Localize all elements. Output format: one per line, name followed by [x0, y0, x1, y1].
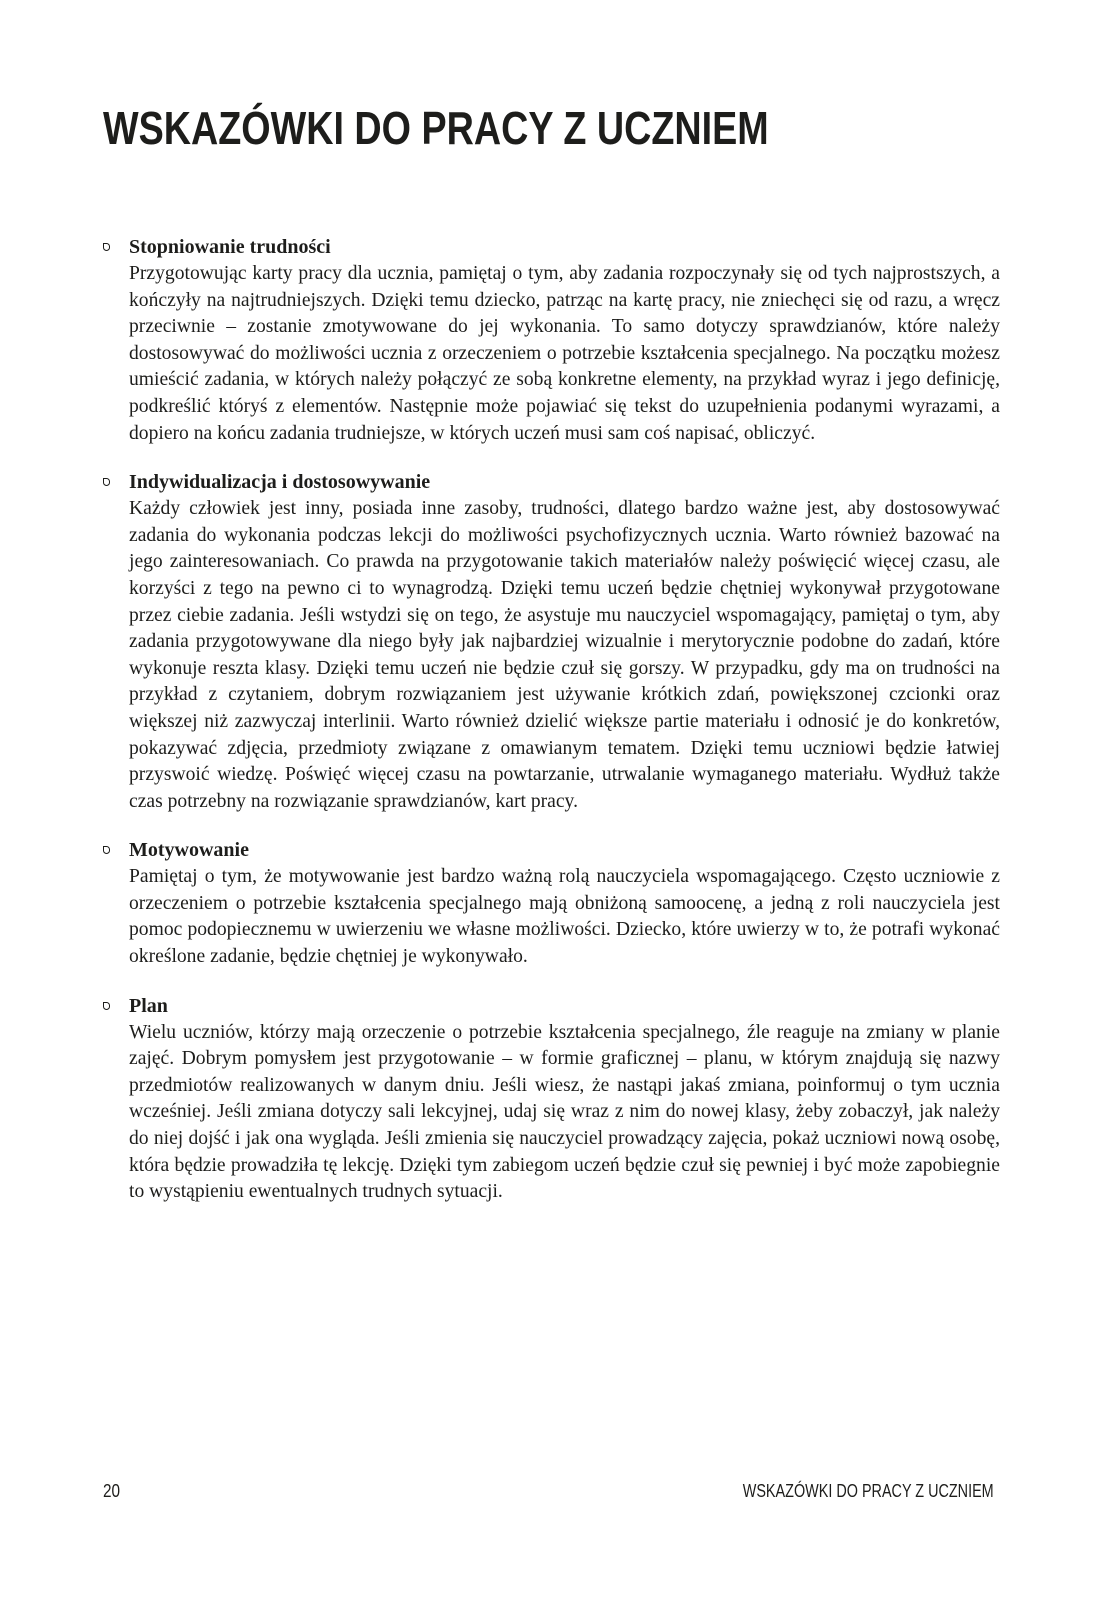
- bullet-icon: [103, 1002, 110, 1010]
- section-motywowanie: [103, 837, 1000, 970]
- section-heading: Motywowanie: [129, 839, 249, 862]
- section-heading: Plan: [129, 994, 168, 1017]
- running-title: WSKAZÓWKI DO PRACY Z UCZNIEM: [743, 1481, 994, 1501]
- section-paragraph: Przygotowując karty pracy dla ucznia, pamiętaj o tym, aby zadania rozpoczynały się od tych najprostszych, a kończyły na najtrudniejszych. Dzięki temu dziecko, patrząc na kartę pracy, nie zniechęci się od razu, a wręcz przeciwnie – zostanie zmotywowane do jej wykonania. To samo dotyczy sprawdzianów, które należy dostosowywać do możliwości ucznia z orzeczeniem o potrzebie kształcenia specjalnego. Na początku możesz umieścić zadania, w których należy połączyć ze sobą konkretne elementy, na przykład wyraz i jego definicję, podkreślić któryś z elementów. Następnie może pojawiać się tekst do uzupełnienia podanymi wyrazami, a dopiero na końcu zadania trudniejsze, w których uczeń musi sam coś napisać, obliczyć.: [129, 263, 1000, 444]
- section-paragraph: Każdy człowiek jest inny, posiada inne zasoby, trudności, dlatego bardzo ważne jest, aby dostosowywać zadania do wykonania podczas lekcji do możliwości psychofizycznych ucznia. Warto również bazować na jego zainteresowaniach. Co prawda na przygotowanie takich materiałów należy poświęcić więcej czasu, ale korzyści z tego na pewno ci to wynagrodzą. Dzięki temu uczeń będzie chętniej wykonywał przygotowane przez ciebie zadania. Jeśli wstydzi się on tego, że asystuje mu nauczyciel wspomagający, pamiętaj o tym, aby zadania przygotowywane dla niego były jak najbardziej wizualnie i merytorycznie podobne do zadań, które wykonuje reszta klasy. Dzięki temu uczeń nie będzie czuł się gorszy. W przypadku, gdy ma on trudności na przykład z czytaniem, dobrym rozwiązaniem jest używanie krótkich zdań, powiększonej czcionki oraz większej niż zazwyczaj interlinii. Warto również dzielić większe partie materiału i odnosić je do konkretów, pokazywać zdjęcia, przedmioty związane z omawianym tematem. Dzięki temu uczniowi będzie łatwiej przyswoić wiedzę. Poświęć więcej czasu na powtarzanie, utrwalanie wymaganego materiału. Wydłuż także czas potrzebny na rozwiązanie sprawdzianów, kart pracy.: [129, 498, 1000, 812]
- section-heading: Indywidualizacja i dostosowywanie: [129, 471, 431, 494]
- page-title: WSKAZÓWKI DO PRACY Z UCZNIEM: [103, 102, 769, 154]
- section-paragraph: Wielu uczniów, którzy mają orzeczenie o potrzebie kształcenia specjalnego, źle reaguje na zmiany w planie zajęć. Dobrym pomysłem jest przygotowanie – w formie graficznej – planu, w którym znajdują się nazwy przedmiotów realizowanych w danym dniu. Jeśli wiesz, że nastąpi jakaś zmiana, poinformuj o tym ucznia wcześniej. Jeśli zmiana dotyczy sali lekcyjnej, udaj się wraz z nim do nowej klasy, żeby zobaczył, jak należy do niej dojść i jak ona wygląda. Jeśli zmienia się nauczyciel prowadzący zajęcia, pokaż uczniowi nową osobę, która będzie prowadziła tę lekcję. Dzięki tym zabiegom uczeń będzie czuł się pewniej i być może zapobiegnie to wystąpieniu ewentualnych trudnych sytuacji.: [129, 1021, 1000, 1203]
- bullet-icon: [103, 846, 110, 854]
- bullet-icon: [103, 478, 110, 486]
- section-indywidualizacja: [103, 469, 1000, 815]
- section-plan: [103, 993, 1000, 1206]
- section-stopniowanie: [103, 234, 1000, 447]
- page-number: 20: [103, 1481, 121, 1501]
- main-content: [103, 234, 1000, 1228]
- section-heading: Stopniowanie trudności: [129, 236, 331, 258]
- section-paragraph: Pamiętaj o tym, że motywowanie jest bardzo ważną rolą nauczyciela wspomagającego. Często uczniowie z orzeczeniem o potrzebie kształcenia specjalnego mają obniżoną samoocenę, a jedną z roli nauczyciela jest pomoc podopiecznemu w uwierzeniu we własne możliwości. Dziecko, które uwierzy w to, że potrafi wykonać określone zadanie, będzie chętniej je wykonywało.: [129, 866, 1000, 968]
- bullet-icon: [103, 243, 110, 251]
